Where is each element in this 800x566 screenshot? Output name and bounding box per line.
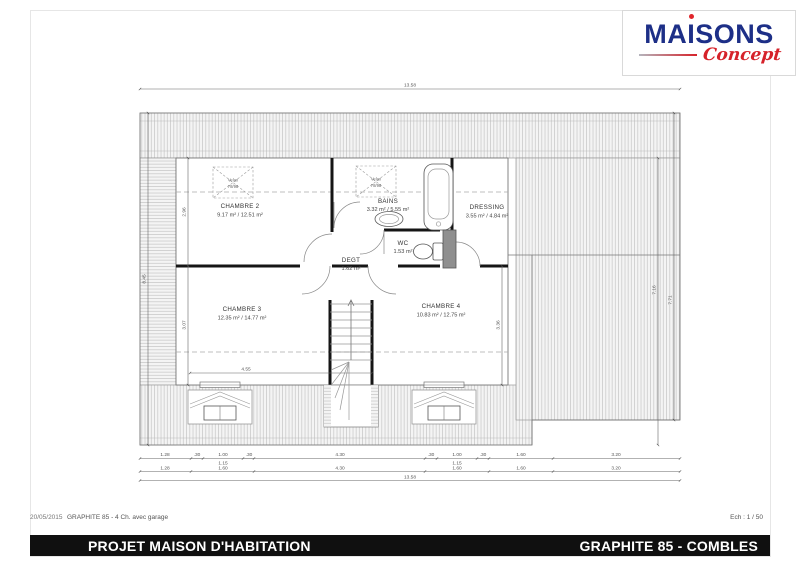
logo-concept: Concept: [701, 45, 783, 65]
room-degt-name: DEGT: [341, 257, 361, 264]
project-title: PROJET MAISON D'HABITATION: [88, 537, 311, 554]
svg-text:1.00: 1.00: [452, 453, 462, 458]
svg-text:.30: .30: [193, 453, 201, 458]
duct-shaft: [443, 230, 456, 268]
svg-text:3.20: 3.20: [611, 466, 621, 472]
model-reference: GRAPHITE 85 - 4 Ch. avec garage: [67, 514, 169, 521]
svg-text:3.07: 3.07: [182, 320, 188, 330]
room-bains-area: 3.32 m² / 5.55 m²: [366, 207, 410, 213]
svg-text:3.36: 3.36: [496, 320, 502, 330]
svg-text:1.60: 1.60: [516, 453, 526, 458]
svg-text:7.71: 7.71: [668, 295, 674, 305]
svg-text:1.15: 1.15: [452, 461, 462, 467]
svg-text:.30: .30: [245, 453, 253, 458]
svg-text:3.20: 3.20: [611, 453, 621, 458]
room-chambre4-area: 10.83 m² / 12.75 m²: [416, 312, 466, 319]
svg-text:2.96: 2.96: [182, 207, 188, 217]
svg-text:1.60: 1.60: [218, 466, 228, 472]
room-chambre3-area: 12.35 m² / 14.77 m²: [217, 315, 267, 322]
washbasin: [375, 212, 403, 227]
svg-text:7.16: 7.16: [652, 285, 658, 295]
svg-text:1.60: 1.60: [516, 466, 526, 472]
velux-label: Velux: [227, 177, 239, 183]
room-degt-area: 1.62 m²: [341, 266, 361, 272]
toilet: [414, 243, 444, 260]
svg-text:1.00: 1.00: [218, 453, 228, 458]
room-chambre4-name: CHAMBRE 4: [421, 303, 461, 310]
sheet-title: GRAPHITE 85 - COMBLES: [579, 537, 758, 554]
logo-brand-post: SONS: [695, 19, 774, 49]
velux-size: 78/98: [370, 183, 382, 188]
velux-size: 78/98: [227, 184, 239, 189]
room-chambre2-area: 9.17 m² / 12.51 m²: [217, 212, 263, 219]
svg-text:4.55: 4.55: [241, 367, 251, 373]
room-dressing-area: 3.55 m² / 4.84 m²: [465, 213, 509, 220]
title-bar: [30, 535, 770, 556]
svg-text:.30: .30: [479, 453, 487, 458]
logo-brand-pre: MA: [644, 19, 688, 49]
svg-text:4.30: 4.30: [335, 466, 345, 472]
svg-text:1.60: 1.60: [452, 466, 462, 472]
svg-text:13.58: 13.58: [403, 475, 417, 481]
scale-label: Ech : 1 / 50: [730, 514, 763, 521]
room-wc-area: 1.53 m²: [393, 249, 413, 255]
svg-text:13.58: 13.58: [403, 83, 417, 89]
svg-text:4.30: 4.30: [335, 453, 345, 458]
logo-brand-i-reddot: I: [687, 19, 696, 49]
room-bains-name: BAINS: [377, 198, 399, 205]
room-chambre2-name: CHAMBRE 2: [220, 203, 260, 210]
room-wc-name: WC: [397, 240, 409, 247]
bathtub: [424, 164, 453, 230]
date-label: 20/05/2015: [30, 514, 63, 521]
velux-label: Velux: [370, 176, 382, 182]
room-chambre3-name: CHAMBRE 3: [222, 306, 262, 313]
svg-text:1.15: 1.15: [218, 461, 228, 467]
room-dressing-name: DRESSING: [469, 204, 505, 211]
svg-text:.30: .30: [427, 453, 435, 458]
svg-text:1.28: 1.28: [160, 453, 170, 458]
svg-text:1.28: 1.28: [160, 466, 170, 472]
svg-text:8.45: 8.45: [142, 274, 148, 284]
